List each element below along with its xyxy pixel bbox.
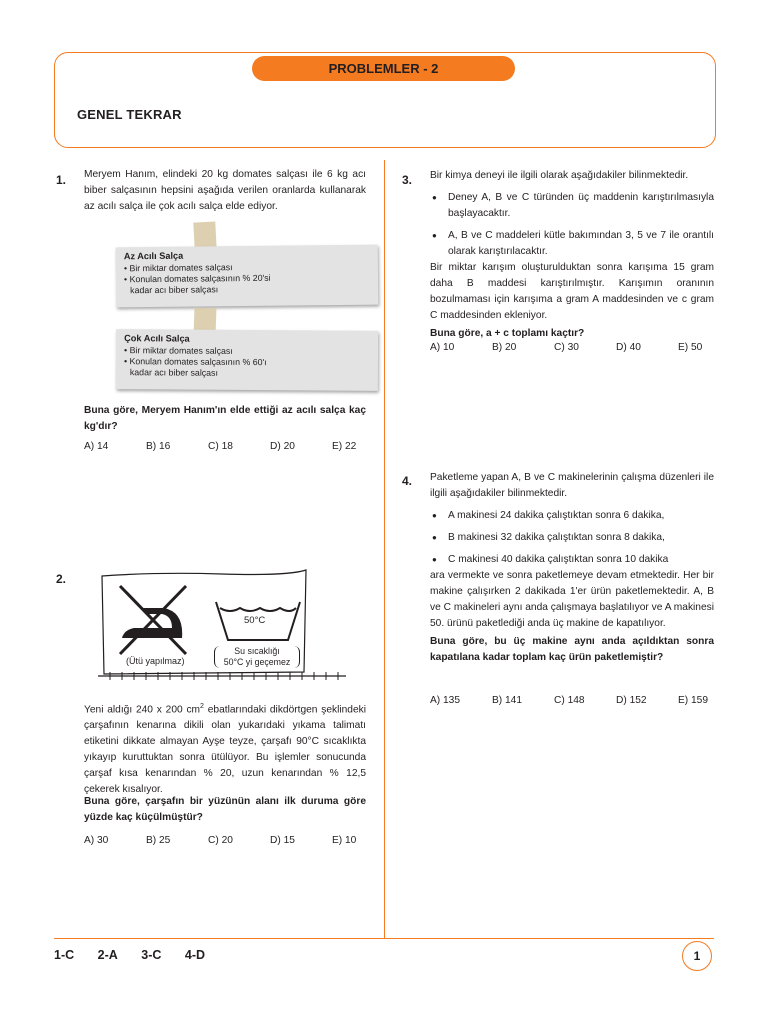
question-1-prompt [84, 403, 366, 435]
option-a[interactable]: A) 30 [84, 835, 109, 846]
question-2-text-b: ebatlarındaki dikdörtgen şeklindeki çarşafının kenarına dikili olan yukarıdaki yıkama talimatı etiketini dikkate almayan Ayşe teyze, çarşafı 90°C sıcaklıkta yıkayıp kuruttuktan sonra ütülüyor. Bu işlemler sonucunda çarşaf kısa kenarından % 20, uzun kenarından % 12,5 çekerek kısalıyor. [84, 704, 366, 796]
bullet-item: ● C makinesi 40 dakika çalıştıktan sonra 10 dakika [430, 552, 714, 568]
question-3-bullets [430, 190, 714, 260]
option-d[interactable]: D) 15 [270, 835, 295, 846]
washing-label-figure [98, 568, 346, 686]
water-temp-line1: Su sıcaklığı [234, 646, 280, 656]
section-banner: PROBLEMLER - 2 [252, 56, 515, 81]
note-title: Az Acılı Salça [123, 250, 184, 262]
column-divider [384, 160, 385, 938]
recipe-note-hot [116, 329, 378, 391]
question-3-options [430, 342, 740, 353]
no-iron-label: (Ütü yapılmaz) [126, 656, 185, 666]
option-c[interactable]: C) 18 [208, 441, 233, 452]
answer-key-item: 2-A [97, 948, 118, 962]
option-d[interactable]: D) 40 [616, 342, 641, 353]
question-3-number: 3. [402, 173, 413, 187]
question-4-options [430, 695, 740, 706]
bullet-item: ● B makinesi 32 dakika çalıştıktan sonra 8 dakika, [430, 530, 714, 546]
bullet-item: ● A makinesi 24 dakika çalıştıktan sonra 6 dakika, [430, 508, 714, 524]
option-b[interactable]: B) 16 [146, 441, 171, 452]
option-b[interactable]: B) 25 [146, 835, 171, 846]
question-1-prompt-text: Buna göre, Meryem Hanım'ın elde ettiği az acılı salça kaç kg'dır? [84, 405, 366, 432]
question-4-body [430, 470, 714, 666]
page-number: 1 [682, 941, 712, 971]
water-temp-note [214, 646, 300, 668]
question-1-options [84, 441, 394, 452]
answer-key [54, 948, 225, 962]
option-e[interactable]: E) 50 [678, 342, 703, 353]
question-1-intro: Meryem Hanım, elindeki 20 kg domates salçası ile 6 kg acı biber salçasının hepsini aşağıda verilen oranlarda kullanarak az acılı salça ile çok acılı salça elde ediyor. [84, 169, 366, 212]
footer-divider [54, 938, 714, 939]
question-3-intro: Bir kimya deneyi ile ilgili olarak aşağıdakiler bilinmektedir. [430, 170, 689, 181]
question-4-bullets [430, 508, 714, 568]
option-c[interactable]: C) 148 [554, 695, 585, 706]
question-2-number: 2. [56, 572, 67, 586]
question-2-text-a: Yeni aldığı 240 x 200 cm [84, 704, 201, 716]
wash-temperature-label: 50°C [244, 615, 266, 626]
question-4-prompt: Buna göre, bu üç makine aynı anda açıldıktan sonra kapatılana kadar toplam kaç ürün paketlemiştir? [430, 636, 714, 663]
question-2-text [84, 699, 366, 798]
note-title: Çok Acılı Salça [124, 333, 190, 344]
water-temp-line2: 50°C yi geçemez [223, 657, 291, 667]
option-c[interactable]: C) 30 [554, 342, 579, 353]
bullet-item: ● A, B ve C maddeleri kütle bakımından 3, 5 ve 7 ile orantılı olarak karıştırılacaktır. [430, 228, 714, 260]
question-2-prompt [84, 794, 366, 826]
superscript: 2 [200, 703, 204, 710]
option-e[interactable]: E) 159 [678, 695, 709, 706]
note-line: • Konulan domates salçasının % 20'si [123, 272, 271, 285]
question-1-number: 1. [56, 173, 67, 187]
question-4-text: ara vermekte ve sonra paketlemeye devam etmektedir. Her bir makine çalışırken 2 dakikada 1'er ürün paketlemektedir. A, B ve C makineleri aynı anda çalışmaya başlatılıyor ve A makinesi 50. ürünü paketlediği anda üç makine de kapatılıyor. [430, 570, 714, 629]
bullet-item: ● Deney A, B ve C türünden üç maddenin karıştırılmasıyla başlayacaktır. [430, 190, 714, 222]
question-1-text [84, 167, 366, 215]
question-2-prompt-text: Buna göre, çarşafın bir yüzünün alanı ilk duruma göre yüzde kaç küçülmüştür? [84, 796, 366, 823]
answer-key-item: 4-D [184, 948, 206, 962]
question-4-number: 4. [402, 474, 413, 488]
recipe-note-mild [116, 245, 379, 308]
question-3-body [430, 168, 714, 342]
note-line: • Konulan domates salçasının % 60'ı [123, 356, 267, 368]
note-line: kadar acı biber salçası [129, 367, 218, 378]
option-d[interactable]: D) 152 [616, 695, 647, 706]
answer-key-item: 3-C [141, 948, 162, 962]
note-line: • Bir miktar domates salçası [123, 262, 233, 274]
page-subtitle: GENEL TEKRAR [77, 107, 182, 122]
option-e[interactable]: E) 10 [332, 835, 357, 846]
option-c[interactable]: C) 20 [208, 835, 233, 846]
question-3-text: Bir miktar karışım oluşturulduktan sonra karışıma 15 gram daha B maddesi karıştırılmıştır. Karışımın oranının bozulmaması için karışıma a gram A maddesinden ve c gram C maddesinden ekleniyor. [430, 262, 714, 321]
option-b[interactable]: B) 20 [492, 342, 517, 353]
question-3-prompt: Buna göre, a + c toplamı kaçtır? [430, 328, 585, 339]
note-line: kadar acı biber salçası [130, 284, 219, 296]
option-b[interactable]: B) 141 [492, 695, 523, 706]
note-line: • Bir miktar domates salçası [124, 345, 233, 356]
answer-key-item: 1-C [54, 948, 75, 962]
option-a[interactable]: A) 10 [430, 342, 455, 353]
option-e[interactable]: E) 22 [332, 441, 357, 452]
question-4-intro: Paketleme yapan A, B ve C makinelerinin çalışma düzenleri ile ilgili aşağıdakiler bilinmektedir. [430, 472, 714, 499]
option-a[interactable]: A) 14 [84, 441, 109, 452]
question-2-options [84, 835, 394, 846]
option-a[interactable]: A) 135 [430, 695, 461, 706]
option-d[interactable]: D) 20 [270, 441, 295, 452]
